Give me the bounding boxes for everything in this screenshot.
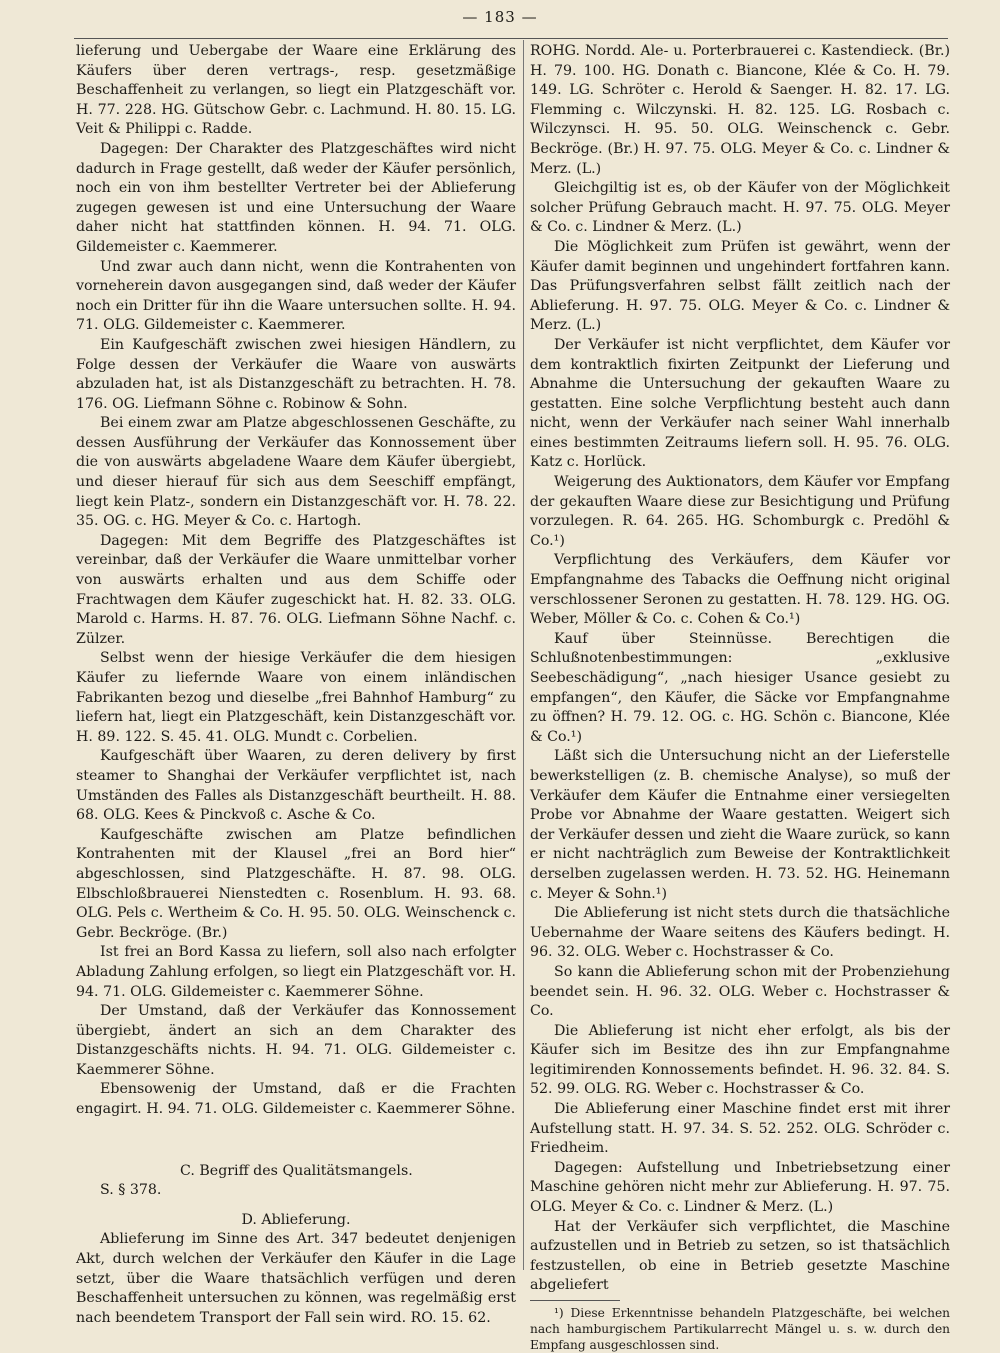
- paragraph: Ablieferung im Sinne des Art. 347 bedeutet denjenigen Akt, durch welchen der Verkäufer den Käufer in die Lage setzt, über die Waare thatsächlich verfügen und deren Beschaffenheit untersuchen zu können, was regelmäßig erst nach beendetem Transport der Fall sein wird. RO. 15. 62.: [76, 1231, 516, 1326]
- paragraph: Selbst wenn der hiesige Verkäufer die dem hiesigen Käufer zu liefernde Waare von einem inländischen Fabrikanten bezog und dieselbe „frei Bahnhof Hamburg“ zu liefern hat, liegt ein Platzgeschäft, kein Distanzgeschäft vor. H. 89. 122. S. 45. 41. OLG. Mundt c. Corbelien.: [76, 650, 516, 745]
- section-c-reference: S. § 378.: [100, 1182, 162, 1199]
- paragraph: Kaufgeschäft über Waaren, zu deren delivery by first steamer to Shanghai der Verkäufer verpflichtet ist, nach Umständen des Falles als Distanzgeschäft beurtheilt. H. 88. 68. OLG. Kees & Pinckvoß c. Asche & Co.: [76, 748, 516, 824]
- footnote: ¹) Diese Erkenntnisse behandeln Platzgeschäfte, bei welchen nach hamburgischem Partikularrecht Mängel u. s. w. durch den Empfang ausgeschlossen sind.: [530, 1306, 950, 1352]
- paragraph: Läßt sich die Untersuchung nicht an der Lieferstelle bewerkstelligen (z. B. chemische Analyse), so muß der Verkäufer dem Käufer die Entnahme einer versiegelten Probe vor Abnahme der Waare gestatten. Weigert sich der Verkäufer dessen und zieht die Waare zurück, so kann er nicht nachträglich zum Beweise der Kontraktlichkeit derselben zugelassen werden. H. 73. 52. HG. Heinemann c. Meyer & Sohn.¹): [530, 748, 950, 902]
- paragraph: Die Ablieferung ist nicht eher erfolgt, als bis der Käufer sich im Besitze des ihn zur Empfangnahme legitimirenden Konnossements befindet. H. 96. 32. 84. S. 52. 99. OLG. RG. Weber c. Hochstrasser & Co.: [530, 1022, 950, 1098]
- paragraph: Dagegen: Der Charakter des Platzgeschäftes wird nicht dadurch in Frage gestellt, daß weder der Käufer persönlich, noch ein von ihm bestellter Vertreter bei der Ablieferung zugegen gewesen ist und eine Untersuchung der Waare daher nicht hat stattfinden können. H. 94. 71. OLG. Gildemeister c. Kaemmerer.: [76, 140, 516, 255]
- paragraph: So kann die Ablieferung schon mit der Probenziehung beendet sein. H. 96. 32. OLG. Weber c. Hochstrasser & Co.: [530, 963, 950, 1020]
- paragraph: ROHG. Nordd. Ale- u. Porterbrauerei c. Kastendieck. (Br.) H. 79. 100. HG. Donath c. Biancone, Klée & Co. H. 79. 149. LG. Schröter c. Herold & Saenger. H. 82. 17. LG. Flemming c. Wilczynski. H. 82. 125. LG. Rosbach c. Wilczynsci. H. 95. 50. OLG. Weinschenck c. Gebr. Beckröge. (Br.) H. 97. 75. OLG. Meyer & Co. c. Lindner & Merz. (L.): [530, 43, 950, 177]
- section-c-heading: C. Begriff des Qualitätsmangels.: [180, 1162, 413, 1179]
- page-number: — 183 —: [462, 8, 538, 26]
- paragraph: Weigerung des Auktionators, dem Käufer vor Empfang der gekauften Waare diese zur Besichtigung und Prüfung vorzulegen. R. 64. 265. HG. Schomburgk c. Predöhl & Co.¹): [530, 474, 950, 549]
- paragraph: Der Verkäufer ist nicht verpflichtet, dem Käufer vor dem kontraktlich fixirten Zeitpunkt der Lieferung und Abnahme die Untersuchung der gekauften Waare zu gestatten. Eine solche Verpflichtung besteht auch dann nicht, wenn der Verkäufer nach seiner Wahl innerhalb eines bestimmten Zeitraums liefern soll. H. 95. 76. OLG. Katz c. Horlück.: [530, 336, 950, 471]
- paragraph: Und zwar auch dann nicht, wenn die Kontrahenten von vorneherein davon ausgegangen sind, daß weder der Käufer noch ein Dritter für ihn die Waare untersuchen sollte. H. 94. 71. OLG. Gildemeister c. Kaemmerer.: [76, 258, 516, 334]
- column-divider: [523, 40, 524, 1270]
- paragraph: Dagegen: Mit dem Begriffe des Platzgeschäftes ist vereinbar, daß der Verkäufer die Waare unmittelbar vorher von auswärts erhalten und aus dem Schiffe oder Frachtwagen dem Käufer zugeschickt hat. H. 82. 33. OLG. Marold c. Harms. H. 87. 76. OLG. Liefmann Söhne Nachf. c. Zülzer.: [76, 532, 516, 647]
- section-d-heading: D. Ablieferung.: [241, 1211, 351, 1228]
- paragraph: Der Umstand, daß der Verkäufer das Konnossement übergiebt, ändert an sich an dem Charakter des Distanzgeschäfts nichts. H. 94. 71. OLG. Gildemeister c. Kaemmerer Söhne.: [76, 1003, 516, 1078]
- paragraph: Die Ablieferung ist nicht stets durch die thatsächliche Uebernahme der Waare seitens des Käufers bedingt. H. 96. 32. OLG. Weber c. Hochstrasser & Co.: [530, 905, 950, 961]
- paragraph: Die Ablieferung einer Maschine findet erst mit ihrer Aufstellung statt. H. 97. 34. S. 52. 252. OLG. Schröder c. Friedheim.: [530, 1101, 950, 1157]
- paragraph: Ist frei an Bord Kassa zu liefern, soll also nach erfolgter Abladung Zahlung erfolgen, so liegt ein Platzgeschäft vor. H. 94. 71. OLG. Gildemeister c. Kaemmerer Söhne.: [76, 944, 516, 1000]
- paragraph: Kauf über Steinnüsse. Berechtigen die Schlußnotenbestimmungen: „exklusive Seebeschädigung“, „nach hiesiger Usance gesiebt zu empfangen“, den Käufer, die Säcke vor Empfangnahme zu öffnen? H. 79. 12. OG. c. HG. Schön c. Biancone, Klée & Co.¹): [530, 630, 950, 745]
- left-column: [76, 42, 516, 1328]
- paragraph: Hat der Verkäufer sich verpflichtet, die Maschine aufzustellen und in Betrieb zu setzen, so ist thatsächlich festzustellen, ob eine in Betrieb gesetzte Maschine abgeliefert: [530, 1218, 950, 1294]
- paragraph: Bei einem zwar am Platze abgeschlossenen Geschäfte, zu dessen Ausführung der Verkäufer das Konnossement über die von auswärts abgeladene Waare dem Käufer übergiebt, und dieser hierauf für sich aus dem Seeschiff empfängt, liegt kein Platz-, sondern ein Distanzgeschäft vor. H. 78. 22. 35. OG. c. HG. Meyer & Co. c. Hartogh.: [76, 415, 516, 530]
- paragraph: Die Möglichkeit zum Prüfen ist gewährt, wenn der Käufer damit beginnen und ungehindert fortfahren kann. Das Prüfungsverfahren selbst fällt zeitlich nach der Ablieferung. H. 97. 75. OLG. Meyer & Co. c. Lindner & Merz. (L.): [530, 238, 950, 334]
- right-column: [530, 42, 950, 1353]
- paragraph: Ebensowenig der Umstand, daß er die Frachten engagirt. H. 94. 71. OLG. Gildemeister c. Kaemmerer Söhne.: [76, 1081, 516, 1118]
- header-rule: [74, 38, 948, 39]
- paragraph: Gleichgiltig ist es, ob der Käufer von der Möglichkeit solcher Prüfung Gebrauch macht. H. 97. 75. OLG. Meyer & Co. c. Lindner & Merz. (L.): [530, 180, 950, 236]
- paragraph: Ein Kaufgeschäft zwischen zwei hiesigen Händlern, zu Folge dessen der Verkäufer die Waare von auswärts abzuladen hat, ist als Distanzgeschäft zu betrachten. H. 78. 176. OG. Liefmann Söhne c. Robinow & Sohn.: [76, 336, 516, 412]
- footnote-rule: [530, 1300, 620, 1301]
- paragraph: lieferung und Uebergabe der Waare eine Erklärung des Käufers über deren vertrags-, resp. gesetzmäßige Beschaffenheit zu verlangen, so liegt ein Platzgeschäft vor. H. 77. 228. HG. Gütschow Gebr. c. Lachmund. H. 80. 15. LG. Veit & Philippi c. Radde.: [76, 43, 516, 138]
- paragraph: Verpflichtung des Verkäufers, dem Käufer vor Empfangnahme des Tabacks die Oeffnung nicht original verschlossener Seronen zu gestatten. H. 78. 129. HG. OG. Weber, Möller & Co. c. Cohen & Co.¹): [530, 552, 950, 628]
- paragraph: Dagegen: Aufstellung und Inbetriebsetzung einer Maschine gehören nicht mehr zur Ablieferung. H. 97. 75. OLG. Meyer & Co. c. Lindner & Merz. (L.): [530, 1159, 950, 1216]
- paragraph: Kaufgeschäfte zwischen am Platze befindlichen Kontrahenten mit der Klausel „frei an Bord hier“ abgeschlossen, sind Platzgeschäfte. H. 87. 98. OLG. Elbschloßbrauerei Nienstedten c. Rosenblum. H. 93. 68. OLG. Pels c. Wertheim & Co. H. 95. 50. OLG. Weinschenck c. Gebr. Beckröge. (Br.): [76, 826, 516, 941]
